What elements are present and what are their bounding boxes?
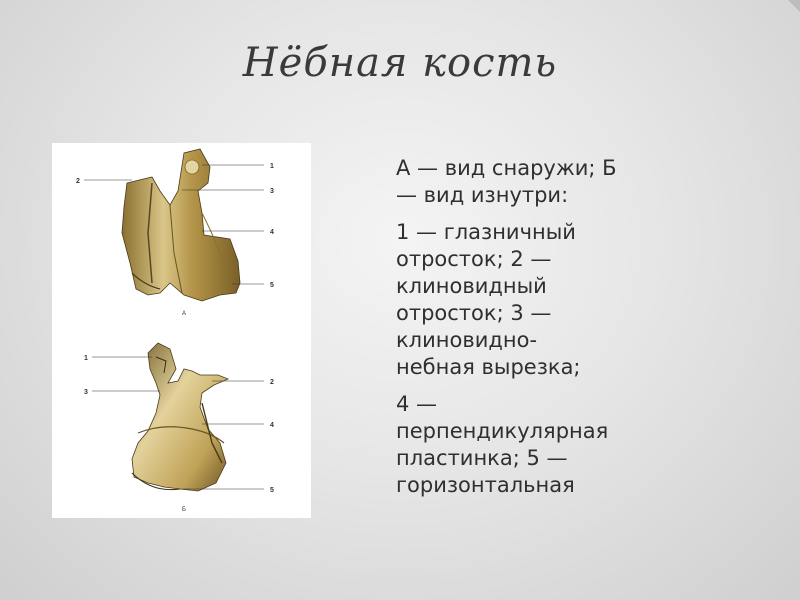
figure-caption: Б [182, 507, 186, 513]
callout-label: 3 [84, 389, 88, 396]
callout-label: 2 [270, 379, 274, 386]
outer-view-illustration [76, 149, 274, 317]
anatomy-figure [52, 143, 311, 518]
callout-label: 1 [270, 163, 274, 170]
corner-decoration [788, 0, 800, 12]
description-text [396, 155, 686, 509]
callout-label: 5 [270, 282, 274, 289]
callout-label: 1 [84, 355, 88, 362]
callout-label: 3 [270, 188, 274, 195]
inner-view-illustration [84, 343, 274, 513]
callout-label: 5 [270, 487, 274, 494]
callout-label: 4 [270, 422, 274, 429]
legend-paragraph: 1 — глазничный отросток; 2 — клиновидный отросток; 3 — клиновидно- небная вырезка; [396, 220, 581, 379]
slide-title: Нёбная кость [242, 40, 558, 86]
legend-paragraph: А — вид снаружи; Б — вид изнутри: [396, 156, 617, 207]
callout-label: 4 [270, 229, 274, 236]
callout-label: 2 [76, 178, 80, 185]
figure-caption: А [182, 311, 187, 317]
legend-paragraph: 4 — перпендикулярная пластинка; 5 — горизонтальная [396, 392, 609, 497]
bone-illustration [52, 143, 311, 518]
